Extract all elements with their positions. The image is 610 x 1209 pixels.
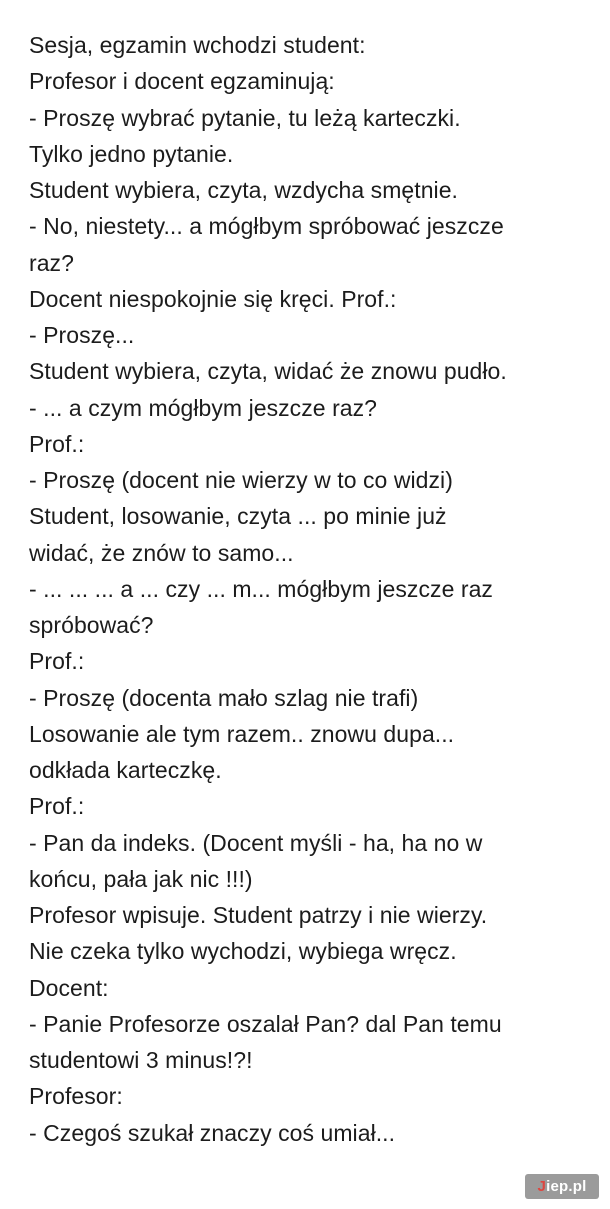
text-line: Prof.: — [29, 648, 85, 675]
text-line: - Proszę (docenta mało szlag nie trafi) — [29, 684, 419, 711]
text-line: końcu, pała jak nic !!!) — [29, 865, 253, 892]
text-line: Nie czeka tylko wychodzi, wybiega wręcz. — [29, 938, 457, 965]
text-line: - ... a czym mógłbym jeszcze raz? — [29, 394, 378, 421]
text-line: odkłada karteczkę. — [29, 757, 222, 783]
text-line: - Pan da indeks. (Docent myśli - ha, ha no w — [29, 829, 483, 856]
text-line: - ... ... ... a ... czy ... m... mógłbym jeszcze raz — [29, 575, 493, 602]
text-line: Tylko jedno pytanie. — [29, 140, 234, 167]
text-line: - Panie Profesorze oszalał Pan? dal Pan temu — [29, 1010, 502, 1037]
text-line: spróbować? — [29, 612, 154, 638]
text-line: widać, że znów to samo... — [29, 539, 294, 566]
text-line: - Proszę (docent nie wierzy w to co widzi) — [29, 467, 453, 493]
joke-text — [29, 27, 594, 1151]
text-line: Docent niespokojnie się kręci. Prof.: — [29, 285, 397, 312]
text-line: Profesor: — [29, 1083, 123, 1110]
text-line: Profesor i docent egzaminują: — [29, 68, 335, 95]
text-line: Prof.: — [29, 430, 85, 457]
text-line: - Proszę... — [29, 322, 135, 348]
text-line: Losowanie ale tym razem.. znowu dupa... — [29, 720, 455, 747]
text-line: - Proszę wybrać pytanie, tu leżą karteczki. — [29, 104, 461, 131]
text-line: Profesor wpisuje. Student patrzy i nie wierzy. — [29, 902, 488, 928]
text-line: - Czegoś szukał znaczy coś umiał... — [29, 1119, 396, 1146]
text-line: Student wybiera, czyta, wzdycha smętnie. — [29, 177, 458, 203]
watermark-domain: iep.pl — [546, 1178, 587, 1195]
site-watermark — [525, 1174, 599, 1199]
text-line: - No, niestety... a mógłbym spróbować jeszcze — [29, 213, 504, 240]
text-line: raz? — [29, 249, 74, 276]
text-line: Student wybiera, czyta, widać że znowu pudło. — [29, 358, 507, 385]
text-line: Student, losowanie, czyta ... po minie już — [29, 503, 447, 530]
text-line: Prof.: — [29, 793, 85, 820]
watermark-accent-letter: J — [537, 1178, 547, 1195]
text-line: Docent: — [29, 974, 109, 1001]
watermark-text — [538, 1179, 587, 1194]
text-line: Sesja, egzamin wchodzi student: — [29, 32, 366, 58]
text-line: studentowi 3 minus!?! — [29, 1047, 253, 1073]
